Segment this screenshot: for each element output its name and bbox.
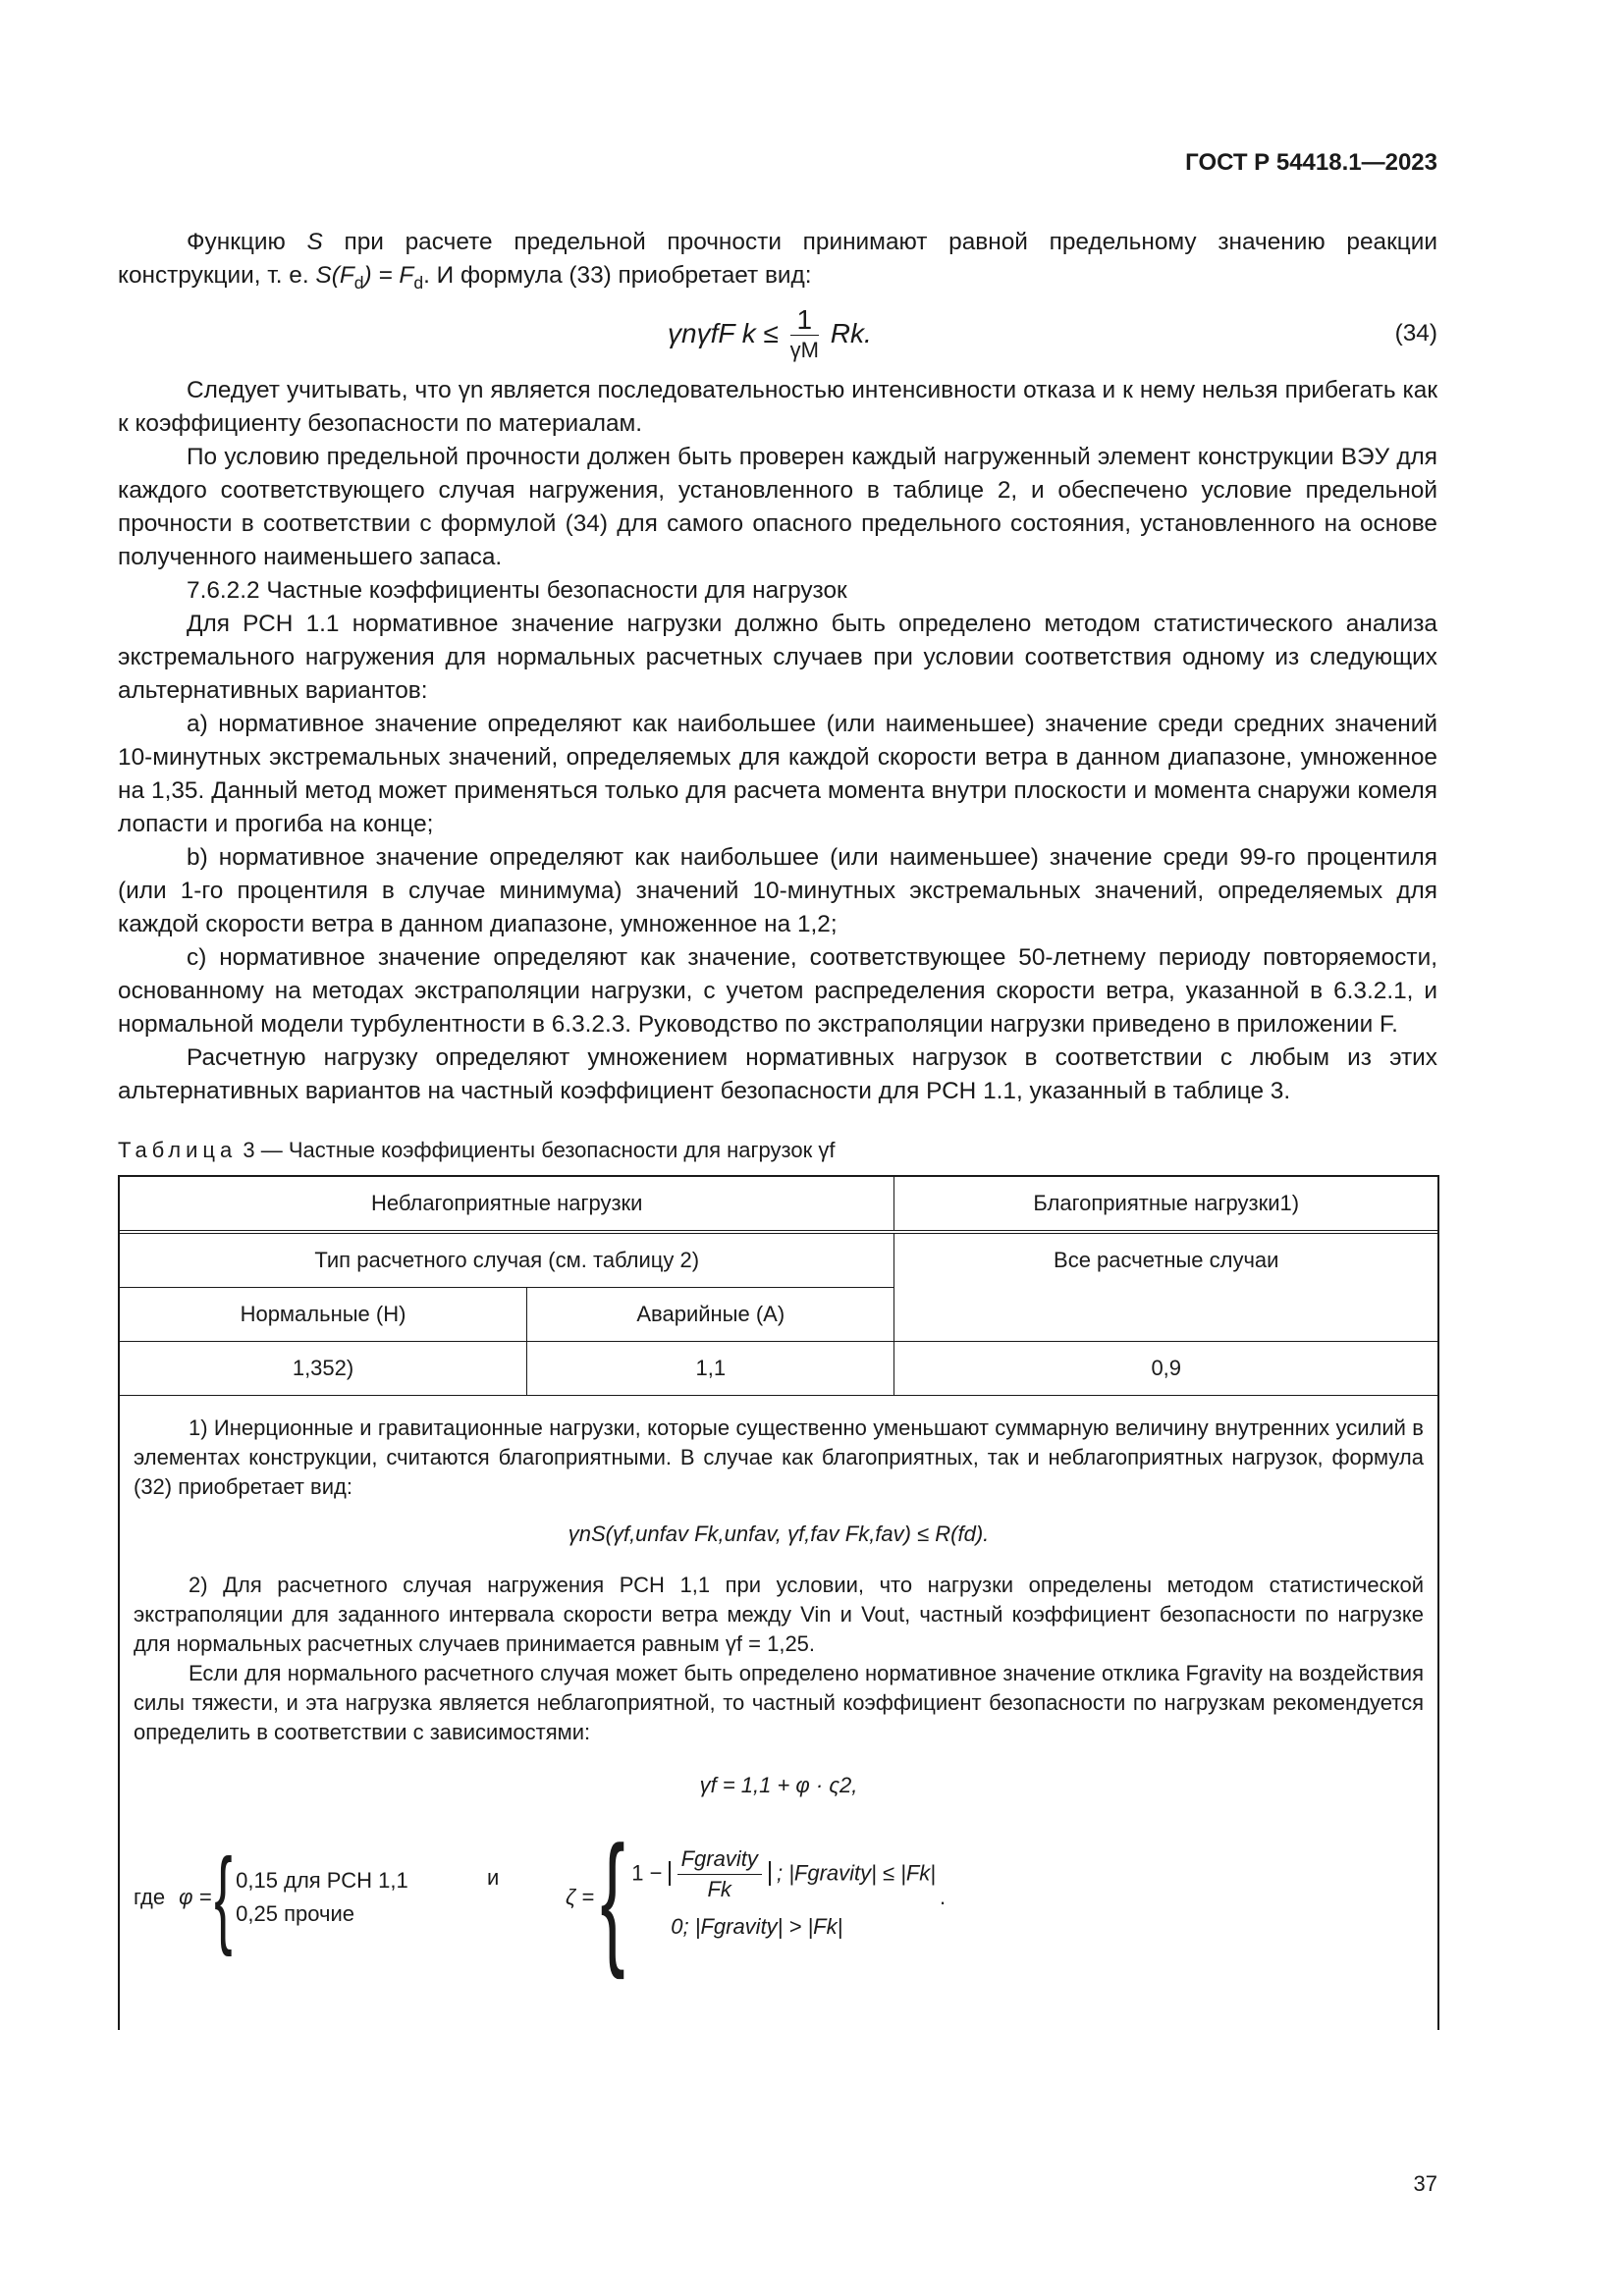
list-item-b: b) нормативное значение определяют как наибольшее (или наименьшее) значение среди 99-го процентиля (или 1-го процентиля в случае минимума) значений 10-минутных экстремальных значений, определяемых для каждой скорости ветра в данном диапазоне, умноженное на 1,2; (118, 843, 1437, 937)
formula-34 (118, 299, 1437, 374)
value-normal: 1,352) (120, 1341, 527, 1395)
standard-designation: ГОСТ Р 54418.1—2023 (1185, 149, 1437, 176)
phi-definition: где φ = { 0,15 для РСН 1,1 0,25 прочие (134, 1836, 408, 1957)
table-caption: Таблица 3 — Частные коэффициенты безопасности для нагрузок γf (118, 1137, 836, 1162)
zeta-definition: ζ = { 1 − $\frac{\text{Fgravity}}{Fk}$ ; |Fgravity| ≤ |Fk| 0; |Fgravity| > |Fk| . (566, 1814, 947, 1980)
section-heading: 7.6.2.2 Частные коэффициенты безопасности для нагрузок (187, 576, 847, 604)
formula-34-expression: γnγfF k ≤ $\frac{1}{\gamma M}$ Rk. (668, 303, 872, 362)
table-notes (120, 1396, 1437, 2030)
table-3 (118, 1175, 1439, 2030)
and-word: и (487, 1864, 500, 1890)
paragraph: Для РСН 1.1 нормативное значение нагрузки должно быть определено методом статистического анализа экстремального нагружения для нормальных расчетных случаев при условии соответствия одному из следующих альтернативных вариантов: (118, 610, 1437, 704)
header-favourable: Благоприятные нагрузки1) (894, 1177, 1437, 1232)
list-item-c: c) нормативное значение определяют как значение, соответствующее 50-летнему периоду повторяемости, основанному на методах экстраполяции нагрузки, с учетом распределения скорости ветра, указанной в 6.3.2.1, и нормальной модели турбулентности в 6.3.2.3. Руководство по экстраполяции нагрузки приведено в приложении F. (118, 943, 1437, 1038)
note-3: Если для нормального расчетного случая может быть определено нормативное значение отклика Fgravity на воздействия силы тяжести, и эта нагрузка является неблагоприятной, то частный коэффициент безопасности по нагрузкам рекомендуется определить в соответствии с зависимостями: (134, 1660, 1424, 1744)
formula-34-number: (34) (1394, 319, 1437, 347)
note-1-formula: γnS(γf,unfav Fk,unfav, γf,fav Fk,fav) ≤ R(fd). (568, 1521, 990, 1546)
header-case-type: Тип расчетного случая (см. таблицу 2) (120, 1232, 894, 1288)
gamma-formula: γf = 1,1 + φ · ς2, (699, 1772, 858, 1797)
header-unfavourable: Неблагоприятные нагрузки (120, 1177, 894, 1232)
header-normal: Нормальные (Н) (120, 1287, 527, 1341)
piecewise-definitions (134, 1814, 1424, 1991)
note-1: 1) Инерционные и гравитационные нагрузки, которые существенно уменьшают суммарную величину внутренних усилий в элементах конструкции, считаются благоприятными. В случае как благоприятных, так и неблагоприятных нагрузок, формула (32) приобретает вид: (134, 1415, 1424, 1499)
paragraph: По условию предельной прочности должен быть проверен каждый нагруженный элемент конструкции ВЭУ для каждого соответствующего случая нагружения, установленного в таблице 2, и обеспечено условие предельной прочности в соответствии с формулой (34) для самого опасного предельного состояния, установленного на основе полученного наименьшего запаса. (118, 443, 1437, 570)
value-favourable: 0,9 (894, 1341, 1437, 1395)
page-body (118, 226, 1437, 2030)
intro-paragraph: Функцию S при расчете предельной прочности принимают равной предельному значению реакции конструкции, т. е. $S(F_d) = F_d$. И формула (33) приобретает вид: (118, 229, 1437, 293)
page-number: 37 (1413, 2171, 1437, 2196)
note-2: 2) Для расчетного случая нагружения РСН 1,1 при условии, что нагрузки определены методом статистической экстраполяции для заданного интервала скорости ветра между Vin и Vout, частный коэффициент безопасности по нагрузке для нормальных расчетных случаев принимается равным γf = 1,25. (134, 1572, 1424, 1656)
value-abnormal: 1,1 (527, 1341, 894, 1395)
header-all-cases: Все расчетные случаи (894, 1232, 1437, 1342)
list-item-a: a) нормативное значение определяют как наибольшее (или наименьшее) значение среди средних значений 10-минутных экстремальных значений, определяемых для каждой скорости ветра в данном диапазоне, умноженное на 1,35. Данный метод может применяться только для расчета момента внутри плоскости и момента снаружи комеля лопасти и прогиба на конце; (118, 710, 1437, 837)
header-abnormal: Аварийные (А) (527, 1287, 894, 1341)
paragraph: Следует учитывать, что γn является последовательностью интенсивности отказа и к нему нельзя прибегать как к коэффициенту безопасности по материалам. (118, 376, 1437, 437)
paragraph: Расчетную нагрузку определяют умножением нормативных нагрузок в соответствии с любым из этих альтернативных вариантов на частный коэффициент безопасности для РСН 1.1, указанный в таблице 3. (118, 1043, 1437, 1104)
